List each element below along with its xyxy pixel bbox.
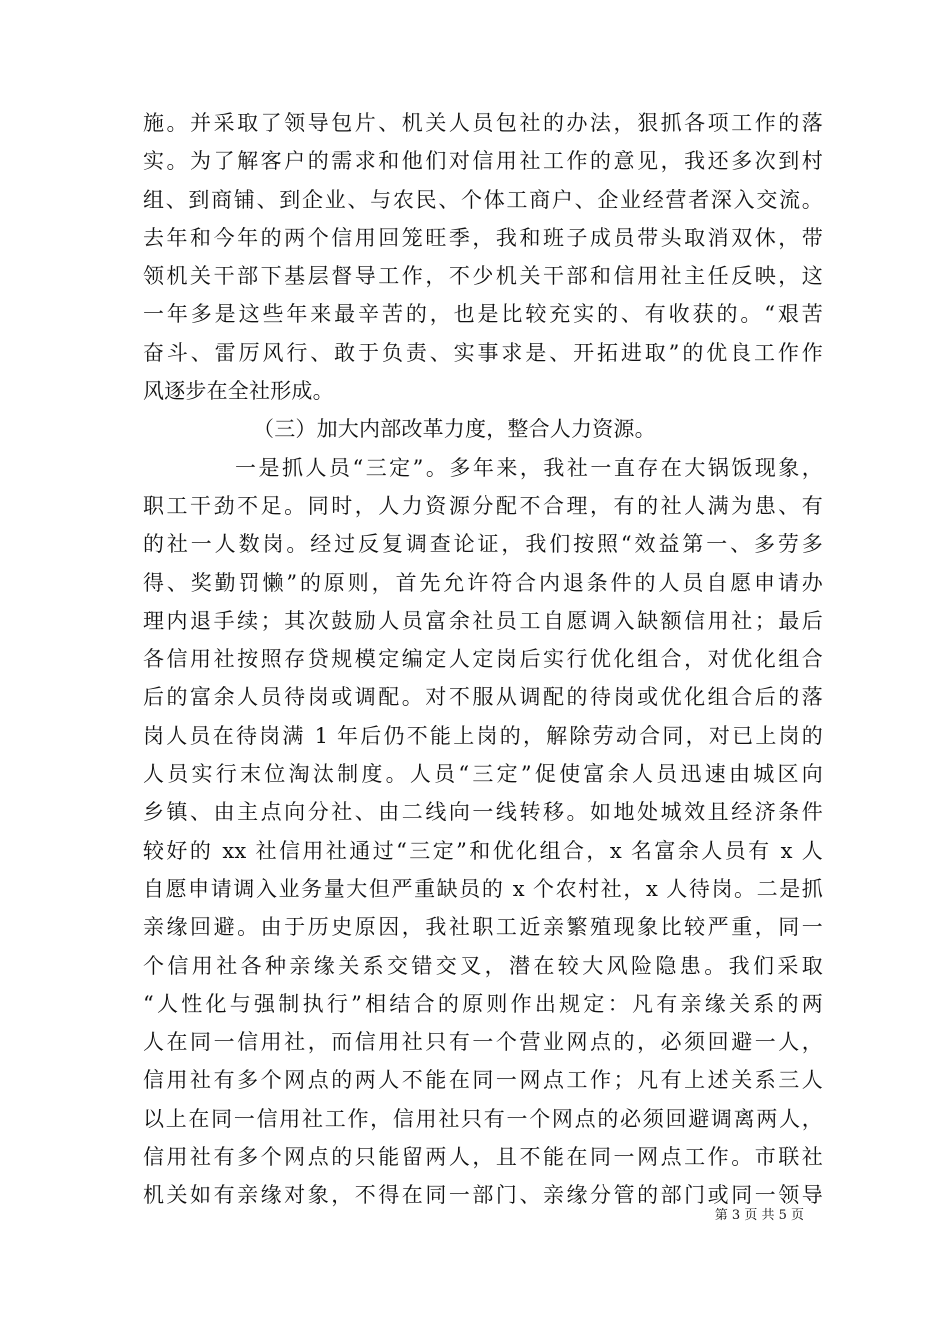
text-line: 得、奖勤罚懒”的原则，首先允许符合内退条件的人员自愿申请办	[143, 570, 823, 595]
text-line: 后的富余人员待岗或调配。对不服从调配的待岗或优化组合后的落	[143, 685, 823, 710]
text-line: 人在同一信用社，而信用社只有一个营业网点的，必须回避一人，	[143, 1030, 823, 1055]
text-line: 理内退手续；其次鼓励人员富余社员工自愿调入缺额信用社；最后	[143, 608, 823, 633]
text-line: 人员实行末位淘汰制度。人员“三定”促使富余人员迅速由城区向	[143, 762, 823, 787]
text-line: 信用社有多个网点的只能留两人，且不能在同一网点工作。市联社	[143, 1145, 823, 1170]
text-line: 较好的 xx 社信用社通过“三定”和优化组合，x 名富余人员有 x 人	[143, 838, 823, 863]
document-body	[143, 104, 823, 1215]
text-line: 领机关干部下基层督导工作，不少机关干部和信用社主任反映，这	[143, 264, 823, 289]
text-line: 施。并采取了领导包片、机关人员包社的办法，狠抓各项工作的落	[143, 111, 823, 135]
page-number-footer: 第 3 页 共 5 页	[714, 1208, 804, 1223]
text-line: 一年多是这些年来最辛苦的，也是比较充实的、有收获的。“艰苦	[143, 302, 823, 327]
text-line: 以上在同一信用社工作，信用社只有一个网点的必须回避调离两人，	[143, 1106, 823, 1131]
text-line: 奋斗、雷厉风行、敢于负责、实事求是、开拓进取”的优良工作作	[143, 340, 823, 365]
section-heading: （三）加大内部改革力度，整合人力资源。	[253, 417, 656, 442]
text-line: 乡镇、由主点向分社、由二线向一线转移。如地处城效且经济条件	[143, 800, 823, 825]
text-line: 组、到商铺、到企业、与农民、个体工商户、企业经营者深入交流。	[143, 187, 823, 212]
text-line: 职工干劲不足。同时，人力资源分配不合理，有的社人满为患、有	[143, 493, 823, 518]
text-line: 各信用社按照存贷规模定编定人定岗后实行优化组合，对优化组合	[143, 647, 823, 672]
text-line: 的社一人数岗。经过反复调查论证，我们按照“效益第一、多劳多	[143, 532, 823, 557]
text-line: 实。为了解客户的需求和他们对信用社工作的意见，我还多次到村	[143, 149, 823, 174]
text-line: 机关如有亲缘对象，不得在同一部门、亲缘分管的部门或同一领导	[143, 1183, 823, 1208]
text-line: 亲缘回避。由于历史原因，我社职工近亲繁殖现象比较严重，同一	[143, 915, 823, 940]
text-line: 自愿申请调入业务量大但严重缺员的 x 个农村社，x 人待岗。二是抓	[143, 876, 823, 901]
text-line: 风逐步在全社形成。	[143, 379, 334, 404]
text-line: 岗人员在待岗满 1 年后仍不能上岗的，解除劳动合同，对已上岗的	[143, 723, 823, 748]
text-line: 信用社有多个网点的两人不能在同一网点工作；凡有上述关系三人	[143, 1068, 823, 1093]
paragraph-first-line: 一是抓人员“三定”。多年来，我社一直存在大锅饭现象，	[235, 455, 823, 480]
text-line: 去年和今年的两个信用回笼旺季，我和班子成员带头取消双休，带	[143, 225, 823, 250]
text-line: “人性化与强制执行”相结合的原则作出规定：凡有亲缘关系的两	[143, 991, 823, 1016]
text-line: 个信用社各种亲缘关系交错交叉，潜在较大风险隐患。我们采取	[143, 953, 823, 978]
